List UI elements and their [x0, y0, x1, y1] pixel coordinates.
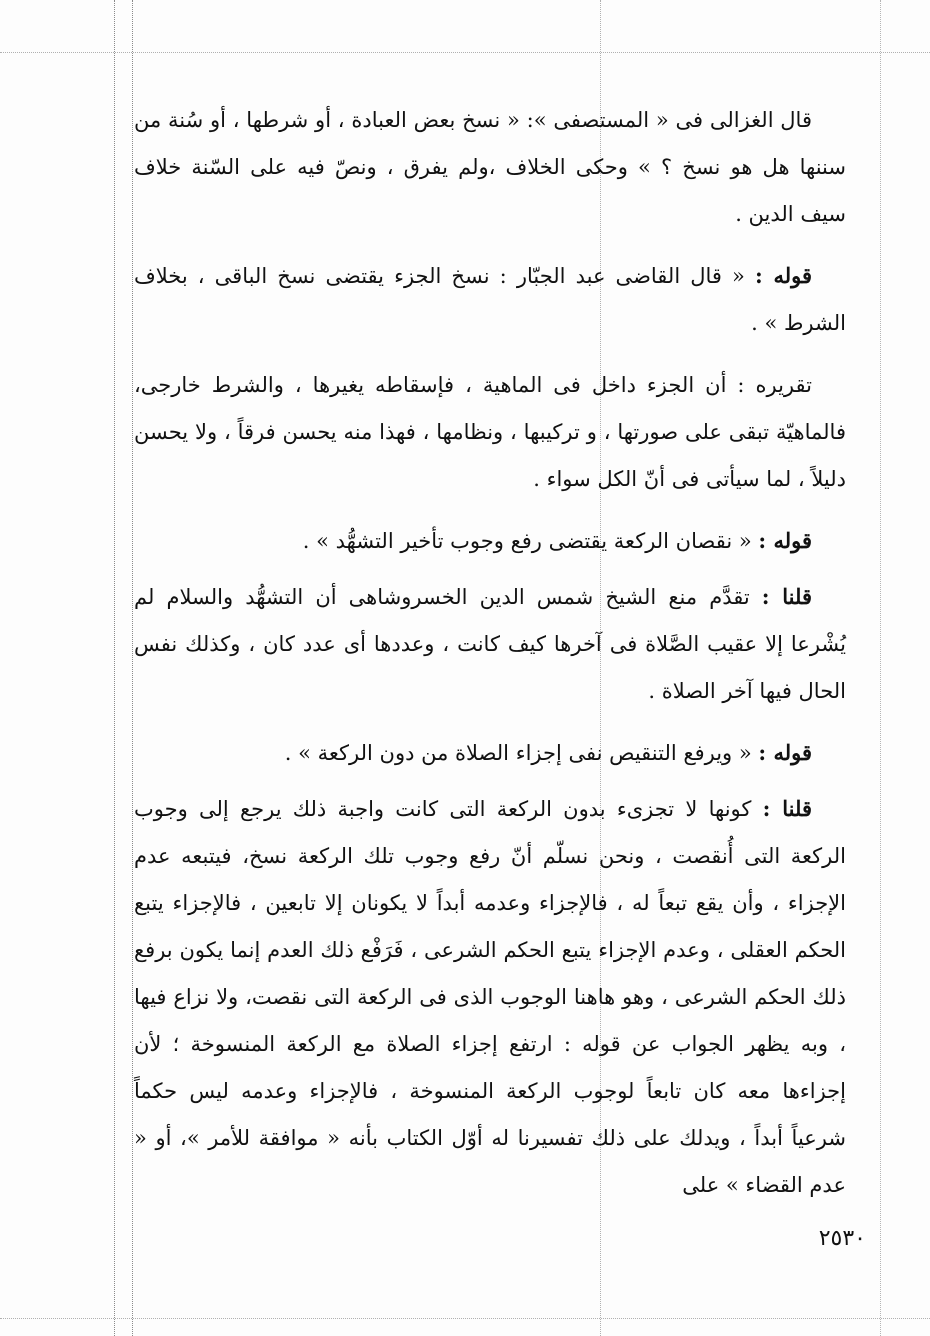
paragraph-text: تقدَّم منع الشيخ شمس الدين الخسروشاهى أن التشهُّد والسلام لم يُشْرعا إلا عقيب الصَّلاة فى آخرها كيف كانت ، وعددها أى عدد كان ، وكذلك نفس الحال فيها آخر الصلاة .: [134, 585, 846, 703]
paragraph: [134, 785, 846, 1209]
paragraph: [134, 252, 846, 347]
scan-artifact-line: [132, 0, 133, 1336]
paragraph-text: تقريره : أن الجزء داخل فى الماهية ، فإسقاطه يغيرها ، والشرط خارجى، فالماهيّة تبقى على صورتها ، و تركيبها ، ونظامها ، فهذا منه يحسن فرقاً ، ولا يحسن دليلاً ، لما سيأتى فى أنّ الكل سواء .: [134, 373, 846, 491]
paragraph-text: « قال القاضى عبد الجبّار : نسخ الجزء يقتضى نسخ الباقى ، بخلاف الشرط » .: [134, 264, 846, 335]
body-text: [134, 96, 846, 1223]
scan-artifact-line: [0, 52, 930, 53]
paragraph: [134, 573, 846, 715]
scan-artifact-line: [114, 0, 115, 1336]
paragraph: [134, 729, 846, 777]
paragraph: [134, 361, 846, 503]
paragraph-text: « ويرفع التنقيص نفى إجزاء الصلاة من دون الركعة » .: [284, 741, 759, 765]
paragraph: [134, 517, 846, 565]
paragraph-lead: قوله :: [758, 740, 812, 765]
paragraph-lead: قوله :: [754, 263, 812, 288]
paragraph-lead: قلنا :: [762, 796, 812, 821]
scan-artifact-line: [880, 0, 881, 1336]
paragraph-text: قال الغزالى فى « المستصفى »: « نسخ بعض العبادة ، أو شرطها ، أو سُنة من سننها هل هو نسخ ؟ » وحكى الخلاف ،ولم يفرق ، ونصّ فيه على السّنة خلاف سيف الدين .: [134, 108, 846, 226]
paragraph: [134, 96, 846, 238]
paragraph-lead: قوله :: [758, 528, 812, 553]
scan-artifact-line: [0, 1318, 930, 1319]
page-number: ٢٥٣٠: [818, 1226, 866, 1251]
paragraph-text: كونها لا تجزىء بدون الركعة التى كانت واجبة ذلك يرجع إلى وجوب الركعة التى أُنقصت ، ونحن نسلّم أنّ رفع وجوب تلك الركعة نسخ، فيتبعه عدم الإجزاء ، وأن يقع تبعاً له ، فالإجزاء وعدمه أبداً لا يكونان إلا تابعين ، فالإجزاء يتبع الحكم العقلى ، وعدم الإجزاء يتبع الحكم الشرعى ، فَرَفْع ذلك العدم إنما يكون برفع ذلك الحكم الشرعى ، وهو هاهنا الوجوب الذى فى الركعة التى نقصت، ولا نزاع فيها ، وبه يظهر الجواب عن قوله : ارتفع إجزاء الصلاة مع الركعة المنسوخة ؛ لأن إجزاءها معه كان تابعاً لوجوب الركعة المنسوخة ، فالإجزاء وعدمه ليس حكماً شرعياً أبداً ، ويدلك على ذلك تفسيرنا له أوّل الكتاب بأنه « موافقة للأمر »، أو « عدم القضاء » على: [134, 797, 846, 1197]
paragraph-lead: قلنا :: [761, 584, 812, 609]
paragraph-text: « نقصان الركعة يقتضى رفع وجوب تأخير التشهُّد » .: [302, 529, 759, 553]
